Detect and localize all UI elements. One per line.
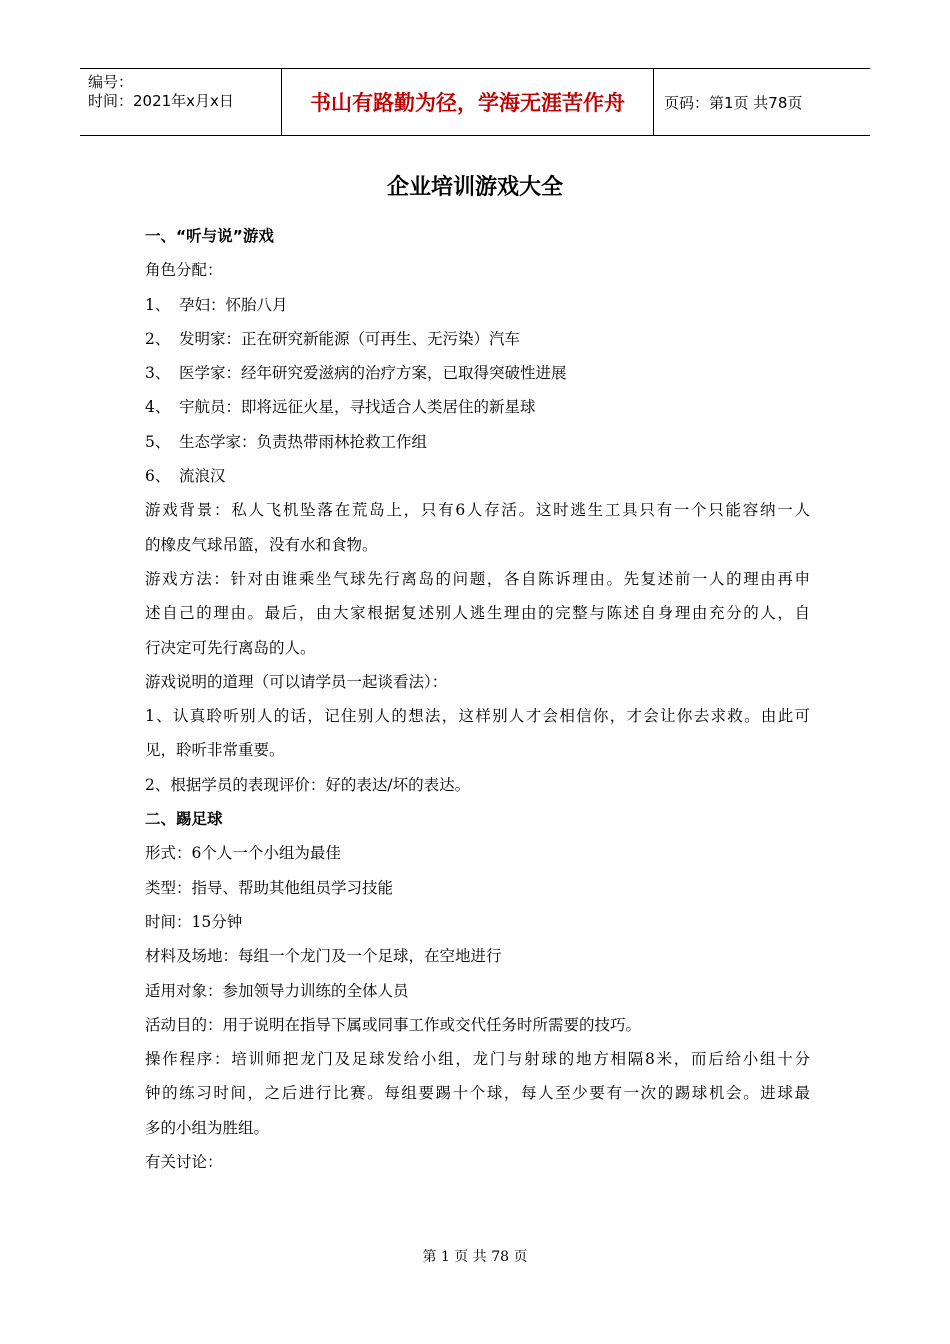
paragraph: 述自己的理由。最后，由大家根据复述别人逃生理由的完整与陈述自身理由充分的人，自 bbox=[145, 604, 810, 623]
paragraph: 游戏方法：针对由谁乘坐气球先行离岛的问题，各自陈诉理由。先复述前一人的理由再申 bbox=[145, 569, 810, 588]
paragraph: 时间：15分钟 bbox=[145, 912, 243, 931]
list-item bbox=[145, 395, 810, 429]
list-text: 发明家：正在研究新能源（可再生、无污染）汽车 bbox=[179, 329, 521, 348]
list-number: 5、 bbox=[145, 432, 171, 451]
paragraph: 见，聆听非常重要。 bbox=[145, 741, 285, 760]
list-text: 孕妇：怀胎八月 bbox=[179, 295, 288, 314]
paragraph: 行决定可先行离岛的人。 bbox=[145, 638, 316, 657]
page-info: 页码：第1页 共78页 bbox=[664, 93, 803, 112]
page-title: 企业培训游戏大全 bbox=[386, 175, 563, 200]
header-left-cell bbox=[80, 69, 281, 135]
document-body bbox=[145, 224, 810, 1184]
paragraph: 钟的练习时间，之后进行比赛。每组要踢十个球，每人至少要有一次的踢球机会。进球最 bbox=[145, 1084, 810, 1103]
section-heading: 一、“听与说”游戏 bbox=[145, 227, 274, 245]
paragraph: 角色分配： bbox=[145, 261, 223, 280]
paragraph: 2、根据学员的表现评价：好的表达/坏的表达。 bbox=[145, 775, 471, 794]
list-item bbox=[145, 293, 810, 327]
list-number: 4、 bbox=[145, 398, 171, 417]
paragraph: 适用对象：参加领导力训练的全体人员 bbox=[145, 981, 409, 1000]
list-item bbox=[145, 361, 810, 395]
list-item bbox=[145, 464, 810, 498]
paragraph: 游戏说明的道理（可以请学员一起谈看法）： bbox=[145, 672, 448, 691]
list-item bbox=[145, 430, 810, 464]
list-number: 1、 bbox=[145, 295, 171, 314]
paragraph: 操作程序：培训师把龙门及足球发给小组，龙门与射球的地方相隔8米，而后给小组十分 bbox=[145, 1050, 810, 1069]
header-table bbox=[80, 68, 870, 136]
list-text: 生态学家：负责热带雨林抢救工作组 bbox=[179, 432, 428, 451]
list-text: 宇航员：即将远征火星，寻找适合人类居住的新星球 bbox=[179, 398, 536, 417]
section-heading: 二、踢足球 bbox=[145, 810, 223, 829]
paragraph: 的橡皮气球吊篮，没有水和食物。 bbox=[145, 535, 378, 554]
paragraph: 类型：指导、帮助其他组员学习技能 bbox=[145, 878, 394, 897]
paragraph: 材料及场地：每组一个龙门及一个足球，在空地进行 bbox=[145, 947, 502, 966]
paragraph: 活动目的：用于说明在指导下属或同事工作或交代任务时所需要的技巧。 bbox=[145, 1015, 642, 1034]
paragraph: 有关讨论： bbox=[145, 1153, 223, 1172]
list-number: 6、 bbox=[145, 467, 171, 486]
paragraph: 多的小组为胜组。 bbox=[145, 1118, 270, 1137]
paragraph: 1、认真聆听别人的话，记住别人的想法，这样别人才会相信你，才会让你去求救。由此可 bbox=[145, 707, 810, 726]
paragraph: 形式：6个人一个小组为最佳 bbox=[145, 844, 341, 863]
paragraph: 游戏背景：私人飞机坠落在荒岛上，只有6人存活。这时逃生工具只有一个只能容纳一人 bbox=[145, 501, 810, 520]
page-footer: 第 1 页 共 78 页 bbox=[422, 1249, 528, 1265]
time-label: 时间：2021年x月x日 bbox=[88, 92, 234, 110]
list-number: 3、 bbox=[145, 364, 171, 383]
list-text: 医学家：经年研究爱滋病的治疗方案，已取得突破性进展 bbox=[179, 364, 567, 383]
list-text: 流浪汉 bbox=[179, 467, 226, 486]
number-label: 编号： bbox=[88, 73, 134, 91]
list-number: 2、 bbox=[145, 329, 171, 348]
motto: 书山有路勤为径，学海无涯苦作舟 bbox=[281, 69, 654, 135]
list-item bbox=[145, 327, 810, 361]
